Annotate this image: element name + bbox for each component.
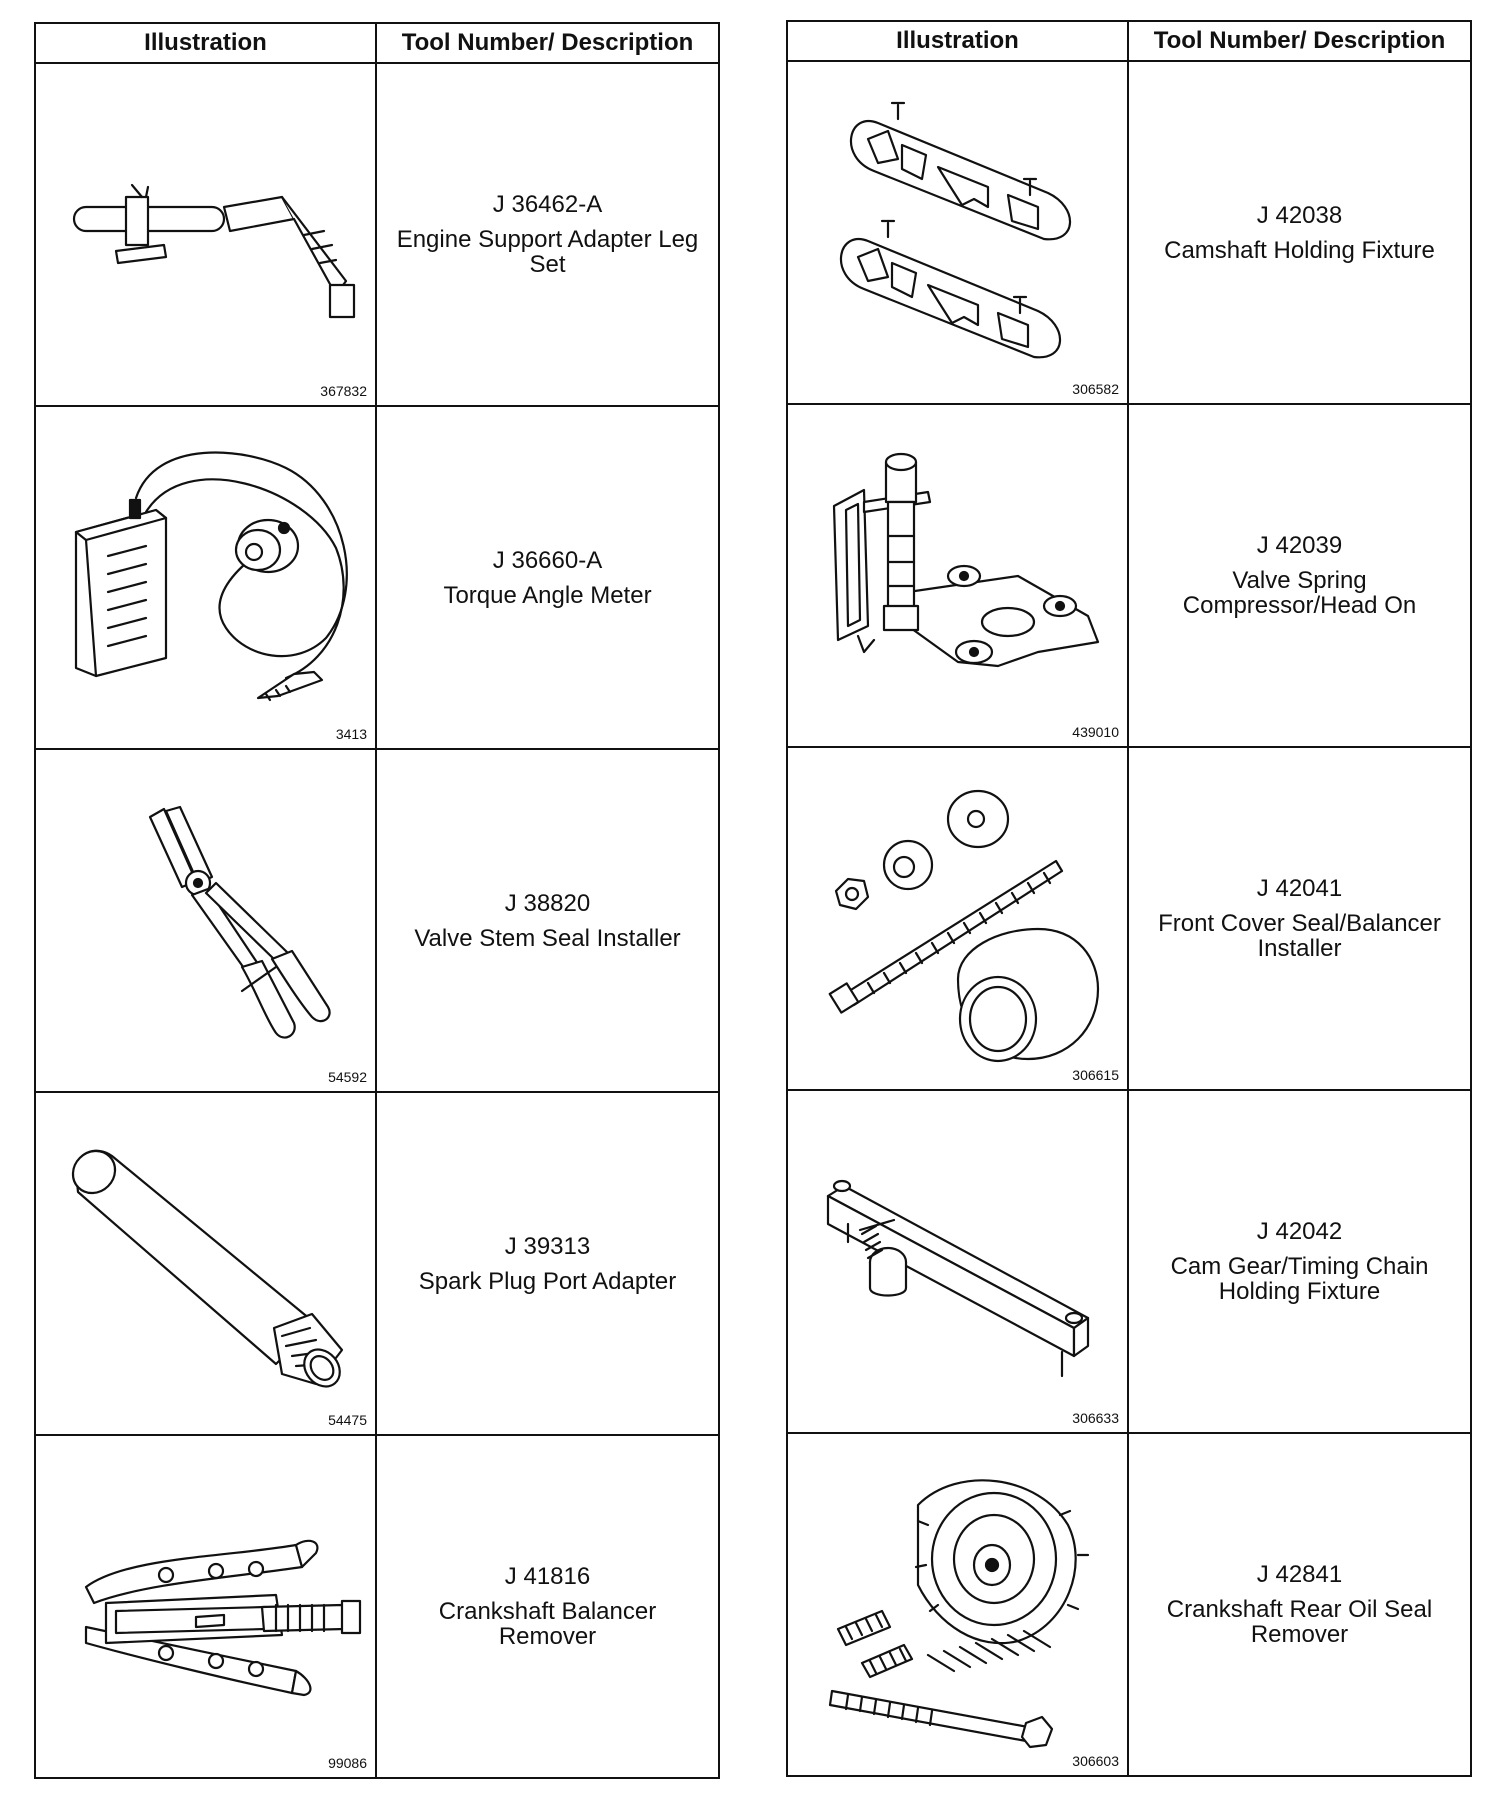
tool-number: J 42841 bbox=[1256, 1561, 1343, 1588]
engine-support-adapter-icon bbox=[46, 85, 366, 385]
rear-oil-seal-remover-icon bbox=[798, 1455, 1118, 1755]
description-cell bbox=[1128, 1090, 1471, 1433]
description-cell bbox=[1128, 747, 1471, 1090]
figure-number: 439010 bbox=[1072, 724, 1119, 740]
tool-number: J 38820 bbox=[504, 889, 591, 917]
description-cell bbox=[376, 406, 719, 749]
tool-name: Valve Stem Seal Installer bbox=[414, 924, 681, 952]
description-cell bbox=[376, 1435, 719, 1778]
table-row bbox=[787, 61, 1471, 404]
description-cell bbox=[1128, 404, 1471, 747]
description-cell bbox=[376, 63, 719, 406]
table-row bbox=[787, 404, 1471, 747]
figure-number: 306603 bbox=[1072, 1753, 1119, 1769]
tool-number: J 42038 bbox=[1256, 201, 1343, 229]
table-row bbox=[35, 406, 719, 749]
table-row bbox=[787, 1433, 1471, 1776]
figure-number: 306582 bbox=[1072, 381, 1119, 397]
valve-spring-compressor-icon bbox=[798, 426, 1118, 726]
camshaft-holding-fixture-icon bbox=[798, 83, 1118, 383]
description-cell bbox=[1128, 61, 1471, 404]
crankshaft-balancer-remover-icon bbox=[46, 1457, 366, 1757]
illustration-cell bbox=[35, 1092, 376, 1435]
illustration-cell bbox=[787, 404, 1128, 747]
table-row bbox=[35, 749, 719, 1092]
cam-gear-holding-fixture-icon bbox=[798, 1112, 1118, 1412]
spark-plug-port-adapter-icon bbox=[46, 1114, 366, 1414]
figure-number: 306615 bbox=[1072, 1067, 1119, 1083]
figure-number: 306633 bbox=[1072, 1410, 1119, 1426]
illustration-cell bbox=[35, 406, 376, 749]
tool-name: Camshaft Holding Fixture bbox=[1164, 236, 1435, 264]
description-cell bbox=[1128, 1433, 1471, 1776]
illustration-header: Illustration bbox=[787, 21, 1128, 61]
tool-number: J 39313 bbox=[504, 1232, 591, 1260]
tool-name: Front Cover Seal/Balancer Installer bbox=[1158, 910, 1441, 962]
table-row bbox=[35, 1435, 719, 1778]
tool-name: Engine Support Adapter Leg Set bbox=[396, 226, 699, 278]
tool-number: J 36660-A bbox=[492, 546, 603, 574]
tool-number: J 42039 bbox=[1256, 532, 1343, 559]
description-cell bbox=[376, 749, 719, 1092]
illustration-cell bbox=[35, 749, 376, 1092]
tool-number: J 36462-A bbox=[492, 191, 603, 218]
description-cell bbox=[376, 1092, 719, 1435]
illustration-cell bbox=[35, 63, 376, 406]
illustration-cell bbox=[787, 61, 1128, 404]
tool-name: Spark Plug Port Adapter bbox=[418, 1267, 677, 1295]
table-row bbox=[35, 63, 719, 406]
table-row bbox=[787, 1090, 1471, 1433]
figure-number: 54475 bbox=[328, 1412, 367, 1428]
illustration-cell bbox=[35, 1435, 376, 1778]
illustration-cell bbox=[787, 1433, 1128, 1776]
illustration-header: Illustration bbox=[35, 23, 376, 63]
left-tool-table bbox=[34, 22, 720, 1779]
right-tool-table bbox=[786, 20, 1472, 1777]
valve-stem-seal-installer-icon bbox=[46, 771, 366, 1071]
tool-name: Valve Spring Compressor/Head On bbox=[1182, 567, 1417, 619]
tool-name: Crankshaft Rear Oil Seal Remover bbox=[1166, 1596, 1433, 1648]
table-row bbox=[35, 1092, 719, 1435]
figure-number: 367832 bbox=[320, 383, 367, 399]
illustration-cell bbox=[787, 1090, 1128, 1433]
tool-name: Cam Gear/Timing Chain Holding Fixture bbox=[1170, 1253, 1429, 1305]
tool-number: J 42041 bbox=[1256, 875, 1343, 902]
figure-number: 3413 bbox=[335, 726, 367, 742]
tool-header: Tool Number/ Description bbox=[1128, 21, 1471, 61]
illustration-cell bbox=[787, 747, 1128, 1090]
front-cover-seal-installer-icon bbox=[798, 769, 1118, 1069]
tool-number: J 41816 bbox=[504, 1563, 591, 1590]
figure-number: 99086 bbox=[328, 1755, 367, 1771]
tool-number: J 42042 bbox=[1256, 1218, 1343, 1245]
tool-name: Crankshaft Balancer Remover bbox=[438, 1598, 657, 1650]
tool-name: Torque Angle Meter bbox=[443, 581, 652, 609]
torque-angle-meter-icon bbox=[46, 428, 366, 728]
figure-number: 54592 bbox=[328, 1069, 367, 1085]
tool-header: Tool Number/ Description bbox=[376, 23, 719, 63]
table-row bbox=[787, 747, 1471, 1090]
